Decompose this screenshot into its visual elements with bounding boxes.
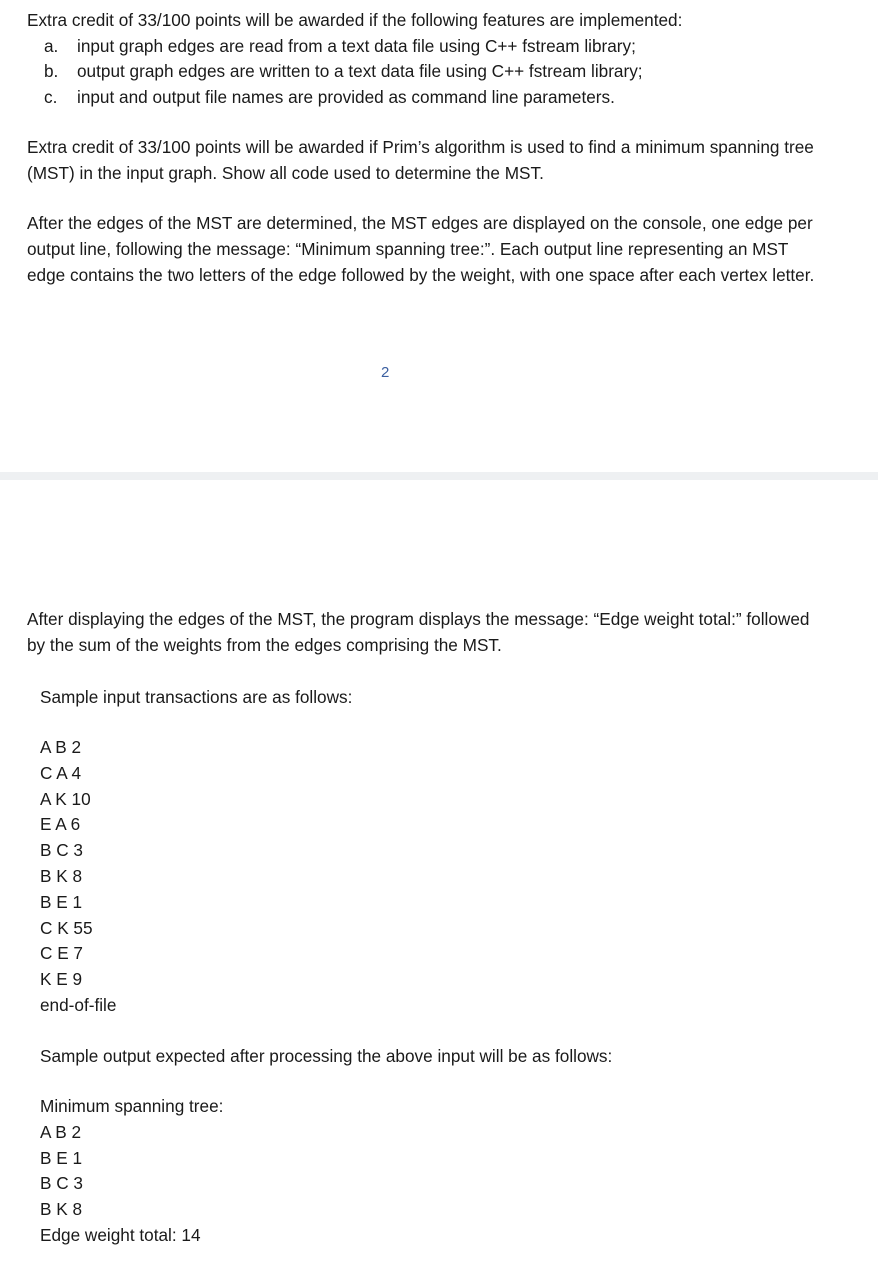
document-page-2 [0, 480, 878, 1270]
extra-credit-feature-list [27, 8, 847, 110]
sample-output-line: B K 8 [40, 1199, 83, 1220]
sample-input-line: E A 6 [40, 814, 81, 835]
feature-item [27, 34, 847, 60]
feature-item [27, 85, 847, 111]
sample-input-line: C E 7 [40, 943, 83, 964]
sample-input-line: C K 55 [40, 917, 93, 938]
feature-item [27, 59, 847, 85]
sample-output-list [40, 1094, 223, 1249]
sample-input-heading: Sample input transactions are as follows: [40, 687, 353, 707]
prim-paragraph: Extra credit of 33/100 points will be awarded if Prim’s algorithm is used to find a minimum spanning tree (MST) in the input graph. Show all code used to determine the MST. [27, 137, 814, 183]
document-page-1 [0, 0, 878, 472]
sample-input-line: B C 3 [40, 840, 83, 861]
sample-input-list [40, 735, 116, 1019]
mst-display-paragraph: After the edges of the MST are determined, the MST edges are displayed on the console, one edge per output line, following the message: “Minimum spanning tree:”. Each output line representing an MST edge contains the two letters of the edge followed by the weight, with one space after each vertex letter. [27, 213, 815, 285]
sample-output-heading: Sample output expected after processing the above input will be as follows: [40, 1046, 613, 1066]
sample-input-line: end-of-file [40, 994, 117, 1015]
extra-credit-intro: Extra credit of 33/100 points will be awarded if the following features are implemented: [27, 10, 683, 30]
sample-output-line: B E 1 [40, 1147, 83, 1168]
feature-marker: c. [44, 86, 58, 107]
sample-input-line: C A 4 [40, 762, 82, 783]
sample-output-line: Minimum spanning tree: [40, 1096, 224, 1116]
page-separator [0, 472, 878, 480]
sample-input-line: K E 9 [40, 969, 83, 990]
feature-marker: b. [44, 61, 59, 81]
sample-input-line: B K 8 [40, 865, 83, 886]
feature-text: input graph edges are read from a text data file using C++ fstream library; [77, 35, 636, 56]
page-number: 2 [381, 364, 390, 381]
feature-text: input and output file names are provided as command line parameters. [77, 86, 615, 107]
feature-text: output graph edges are written to a text data file using C++ fstream library; [77, 61, 643, 81]
sample-input-line: A K 10 [40, 788, 91, 809]
sample-input-line: A B 2 [40, 737, 82, 757]
sample-output-line: Edge weight total: 14 [40, 1224, 201, 1245]
sample-input-line: B E 1 [40, 891, 83, 912]
sample-output-line: B C 3 [40, 1173, 83, 1194]
sample-output-line: A B 2 [40, 1121, 82, 1142]
feature-marker: a. [44, 35, 59, 56]
edge-weight-total-paragraph: After displaying the edges of the MST, the program displays the message: “Edge weight total:” followed by the sum of the weights from the edges comprising the MST. [27, 609, 810, 655]
